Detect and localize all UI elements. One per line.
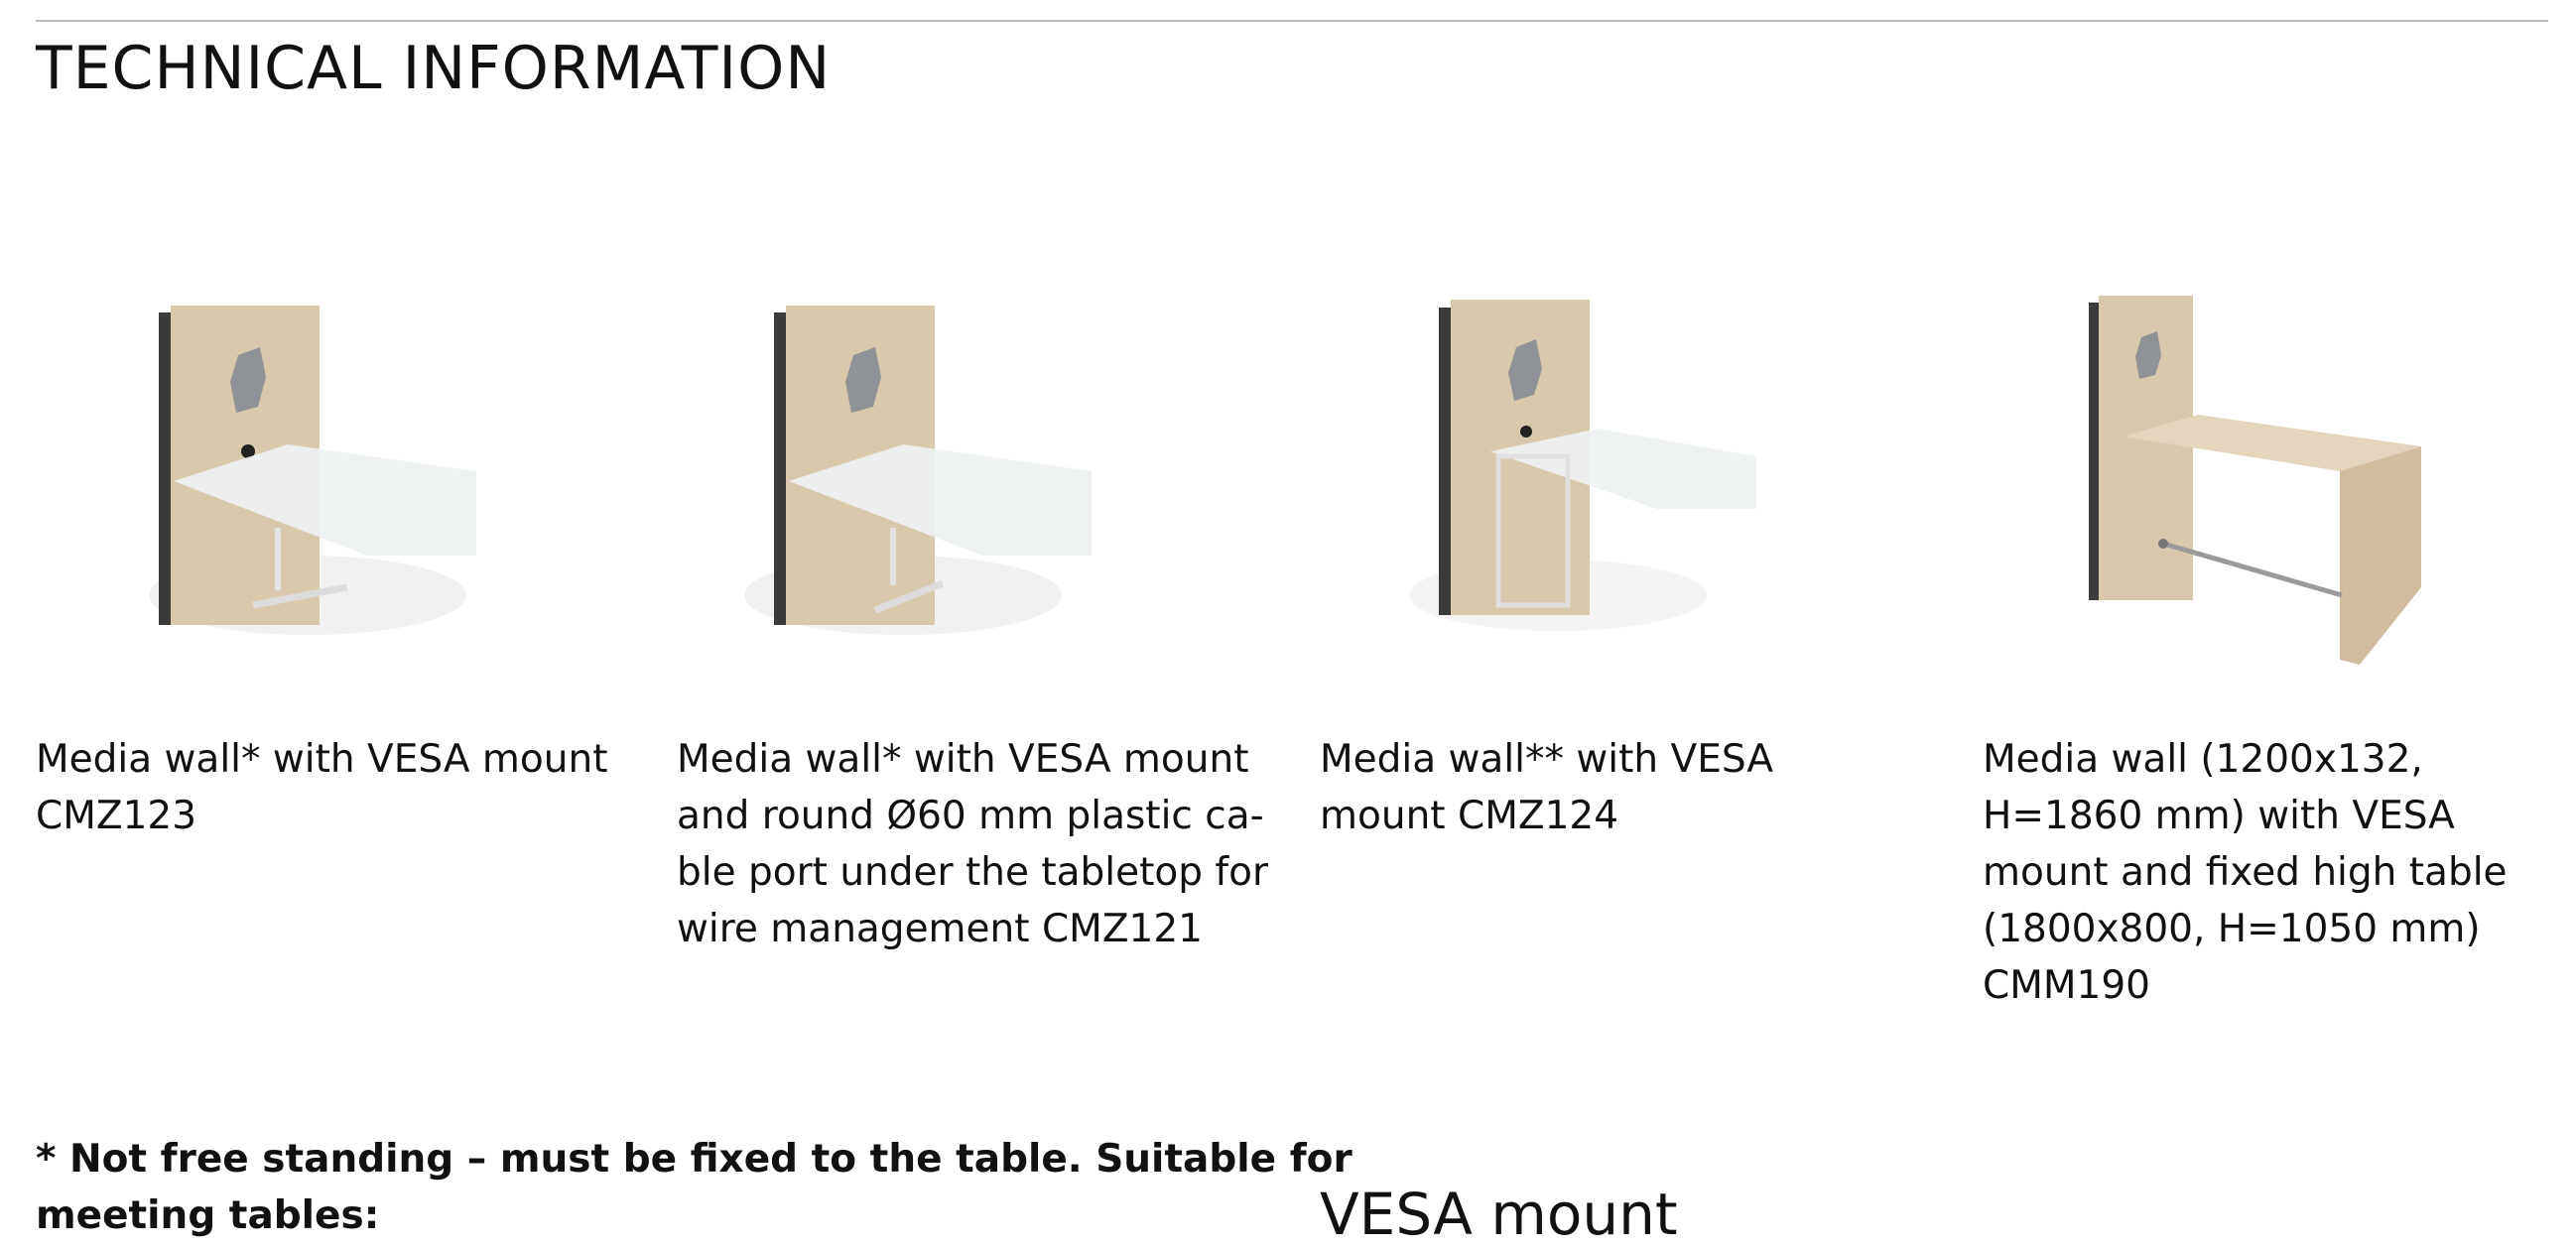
caption-line: and round Ø60 mm plastic ca- <box>677 794 1264 838</box>
top-divider <box>36 20 2548 22</box>
media-wall-high-table-illustration <box>1965 268 2441 685</box>
media-wall-illustration <box>40 268 516 685</box>
caption-line: Media wall** with VESA <box>1320 737 1774 782</box>
caption-line: Media wall (1200x132, <box>1983 737 2423 782</box>
product-image-cmz123 <box>40 268 516 685</box>
caption-line: mount CMZ124 <box>1320 794 1619 838</box>
media-wall-frame-illustration <box>1310 268 1786 685</box>
footnote-line: * Not free standing – must be fixed to the table. Suitable for <box>36 1137 1352 1182</box>
footnote-line: meeting tables: <box>36 1193 380 1238</box>
caption-line: mount and fixed high table <box>1983 850 2508 895</box>
product-image-cmz121 <box>655 268 1131 685</box>
media-wall-cable-port-illustration <box>655 268 1131 685</box>
product-caption-cmm190 <box>1983 731 2568 1014</box>
caption-line: ble port under the tabletop for <box>677 850 1269 895</box>
product-image-cmz124 <box>1310 268 1786 685</box>
caption-line: CMM190 <box>1983 963 2150 1008</box>
page-title: TECHNICAL INFORMATION <box>36 34 832 103</box>
footnote <box>36 1131 1352 1244</box>
vesa-mount-heading: VESA mount <box>1320 1181 1678 1248</box>
product-image-cmm190 <box>1965 268 2441 685</box>
product-caption-cmz121 <box>677 731 1269 957</box>
product-caption-cmz124 <box>1320 731 1905 844</box>
caption-line: wire management CMZ121 <box>677 907 1203 951</box>
caption-line: Media wall* with VESA mount <box>36 737 608 782</box>
product-caption-cmz123 <box>36 731 621 844</box>
caption-line: (1800x800, H=1050 mm) <box>1983 907 2481 951</box>
caption-line: H=1860 mm) with VESA <box>1983 794 2455 838</box>
caption-line: CMZ123 <box>36 794 197 838</box>
caption-line: Media wall* with VESA mount <box>677 737 1249 782</box>
